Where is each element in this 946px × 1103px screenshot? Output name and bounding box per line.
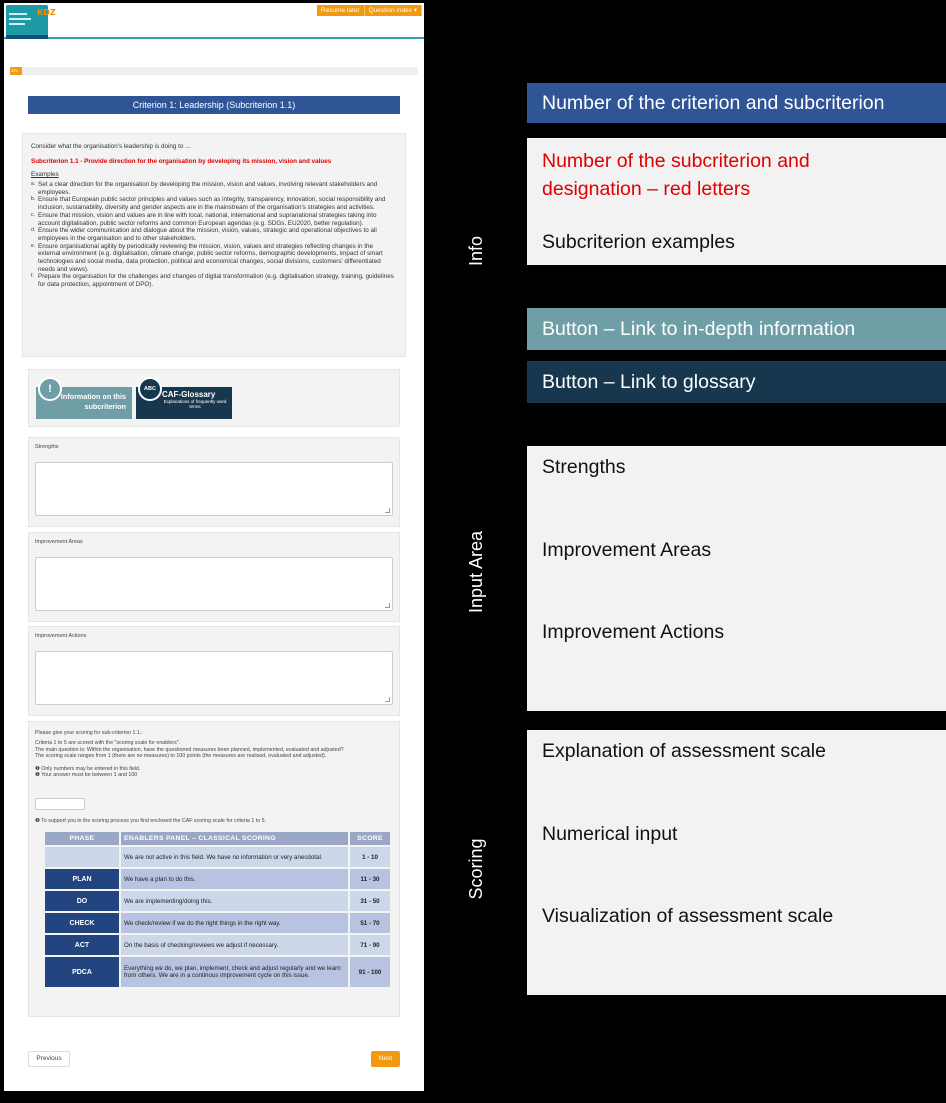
glossary-title: CAF-Glossary <box>162 390 216 399</box>
phase-cell: ACT <box>45 935 119 955</box>
example-item <box>31 181 397 196</box>
resume-later-button[interactable]: Resume later <box>317 5 365 16</box>
phase-cell: PDCA <box>45 957 119 987</box>
example-letter: f. <box>31 273 34 280</box>
info-icon: ! <box>38 377 62 401</box>
description-cell: On the basis of checking/reviews we adjust if necessary. <box>121 935 348 955</box>
example-item <box>31 243 397 274</box>
improvement-actions-textarea[interactable] <box>35 651 393 705</box>
resize-grip-icon[interactable] <box>385 697 390 702</box>
example-item <box>31 212 397 227</box>
description-cell: Everything we do, we plan, implement, check and adjust regularly and we learn from others. We are in a continous improvement cycle on this issue. <box>121 957 348 987</box>
table-row <box>45 935 390 955</box>
subcriterion-info-button[interactable] <box>36 377 132 419</box>
logo-bar <box>9 18 31 20</box>
scoring-section <box>28 721 400 1017</box>
description-cell: We are implementing/doing this. <box>121 891 348 911</box>
score-cell: 31 - 50 <box>350 891 390 911</box>
improvement-actions-section <box>28 626 400 716</box>
example-letter: a. <box>31 181 36 187</box>
scoring-rule: ❶ Only numbers may be entered in this field. <box>35 766 141 773</box>
page-header <box>4 3 424 39</box>
scoring-rule: ❶ Your answer must be between 1 and 100 <box>35 772 138 779</box>
phase-cell <box>45 847 119 867</box>
table-row <box>45 957 390 987</box>
annotation-link-glossary: Button – Link to glossary <box>527 361 946 403</box>
table-header: ENABLERS PANEL – CLASSICAL SCORING <box>121 832 348 845</box>
score-cell: 71 - 90 <box>350 935 390 955</box>
example-item <box>31 196 397 211</box>
example-text: Ensure the wider communication and dialogue about the mission, vision, values, strategic and operational objectives to all employees in the organisation and to other stakeholders. <box>38 227 377 242</box>
resize-grip-icon[interactable] <box>385 508 390 513</box>
scoring-scale-table <box>43 830 392 989</box>
strengths-section <box>28 437 400 527</box>
header-buttons <box>317 5 422 16</box>
examples-list <box>31 181 397 289</box>
info-button-label: Information on this subcriterion <box>36 387 132 419</box>
example-letter: e. <box>31 242 36 249</box>
question-index-button[interactable]: Question index ▾ <box>365 5 422 16</box>
example-text: Ensure organisational agility by periodically reviewing the mission, vision, values and strategies reflecting changes in the external environment (e.g. digitalisation, climate change, public sector reforms, demographic developments, impact of smart technologies and social media, data protection, political and economical changes, social divisions, customers' differentiated needs and views). <box>38 242 383 273</box>
improvement-actions-label: Improvement Actions <box>35 633 87 639</box>
score-cell: 11 - 30 <box>350 869 390 889</box>
example-letter: d. <box>31 227 36 234</box>
progress-bar <box>10 67 418 75</box>
score-cell: 1 - 10 <box>350 847 390 867</box>
table-row <box>45 913 390 933</box>
annotation-visualization-scale: Visualization of assessment scale <box>542 905 834 927</box>
description-cell: We are not active in this field. We have no information or very anecdotal. <box>121 847 348 867</box>
example-text: Ensure that mission, vision and values are in line with local, national, international and supranational strategies taking into account digitalisation, public sector reforms and common European agendas (e.g. SDGs, EU2020, better regulation). <box>38 211 377 227</box>
resize-grip-icon[interactable] <box>385 603 390 608</box>
improvement-areas-section <box>28 532 400 622</box>
scoring-support-note: ❶ To support you in the scoring process you find enclosed the CAF scoring scale for criteria 1 to 5. <box>35 818 267 824</box>
annotation-subcriterion-designation: Number of the subcriterion and designation – red letters <box>542 150 810 200</box>
annotation-improvement-actions: Improvement Actions <box>542 621 725 643</box>
example-letter: c. <box>31 211 35 218</box>
score-cell: 91 - 100 <box>350 957 390 987</box>
example-letter: b. <box>31 196 36 203</box>
annotation-strengths: Strengths <box>542 456 626 478</box>
example-item <box>31 273 397 288</box>
table-row <box>45 869 390 889</box>
annotation-subcriterion-examples: Subcriterion examples <box>542 231 735 253</box>
annotation-explanation-scale: Explanation of assessment scale <box>542 740 826 762</box>
phase-cell: CHECK <box>45 913 119 933</box>
table-row <box>45 891 390 911</box>
example-text: Prepare the organisation for the challenges and changes of digital transformation (e.g. digitalisation strategy, training, guidelines for data protection, appointment of DPO). <box>38 273 394 289</box>
kdz-logo[interactable] <box>6 5 56 39</box>
table-row <box>45 847 390 867</box>
annotation-numerical-input: Numerical input <box>542 823 678 845</box>
link-buttons-box <box>28 369 400 427</box>
scoring-explanation: The main question is: Within the organisation, have the questioned measures been planned, implemented, evaluated and adjusted? <box>35 746 344 753</box>
scoring-prompt: Please give your scoring for sub-criterion 1.1.: <box>35 730 143 736</box>
criterion-title: Criterion 1: Leadership (Subcriterion 1.1) <box>28 96 400 114</box>
scoring-explanation: Criteria 1 to 5 are scored with the "scoring scale for enablers". <box>35 740 181 747</box>
description-cell: We check/review if we do the right things in the right way. <box>121 913 348 933</box>
annotation-improvement-areas: Improvement Areas <box>542 539 712 561</box>
table-header: SCORE <box>350 832 390 845</box>
score-cell: 51 - 70 <box>350 913 390 933</box>
examples-label: Examples <box>31 171 59 178</box>
annotation-info-panel <box>527 138 946 265</box>
strengths-label: Strengths <box>35 444 59 450</box>
logo-stripe <box>6 35 48 39</box>
info-box <box>22 133 406 357</box>
logo-text: KDZ <box>37 8 56 17</box>
logo-bar <box>9 23 25 25</box>
annotation-link-in-depth: Button – Link to in-depth information <box>527 308 946 350</box>
score-input[interactable] <box>35 798 85 810</box>
scoring-section-label: Scoring <box>466 838 486 900</box>
example-text: Ensure that European public sector principles and values such as integrity, transparency, innovation, social responsibility and inclusion, sustainability, diversity and gender aspects are in the mainstream of the organisation's strategies and activities. <box>38 196 386 212</box>
table-header: PHASE <box>45 832 119 845</box>
annotation-input-panel <box>527 446 946 711</box>
glossary-icon: ABC <box>138 377 162 401</box>
input-area-section-label: Input Area <box>466 530 486 614</box>
example-item <box>31 227 397 242</box>
table-header-row <box>45 832 390 845</box>
info-section-label: Info <box>466 235 486 267</box>
survey-page <box>4 3 424 1091</box>
phase-cell: PLAN <box>45 869 119 889</box>
strengths-textarea[interactable] <box>35 462 393 516</box>
next-button[interactable]: Next <box>371 1051 400 1067</box>
improvement-areas-textarea[interactable] <box>35 557 393 611</box>
logo-bar <box>9 13 27 15</box>
glossary-button[interactable] <box>136 377 232 419</box>
phase-cell: DO <box>45 891 119 911</box>
scoring-explanation: The scoring scale ranges from 1 (there are no measures) to 100 points (the measures are realised, evaluated and adjusted). <box>35 752 327 759</box>
description-cell: We have a plan to do this. <box>121 869 348 889</box>
subcriterion-designation: Subcriterion 1.1 - Provide direction for the organisation by developing its mission, vision and values <box>31 158 332 165</box>
improvement-areas-label: Improvement Areas <box>35 539 83 545</box>
previous-button[interactable]: Previous <box>28 1051 70 1067</box>
info-intro: Consider what the organisation's leadership is doing to ... <box>31 143 191 150</box>
glossary-subtitle: Explanations of frequently used terms <box>163 399 227 409</box>
example-text: Set a clear direction for the organisation by developing the mission, vision and values, involving relevant stakeholders and employees. <box>38 181 378 196</box>
annotation-scoring-panel <box>527 730 946 995</box>
progress-fill: 1% <box>10 67 22 75</box>
annotation-criterion-number: Number of the criterion and subcriterion <box>527 83 946 123</box>
